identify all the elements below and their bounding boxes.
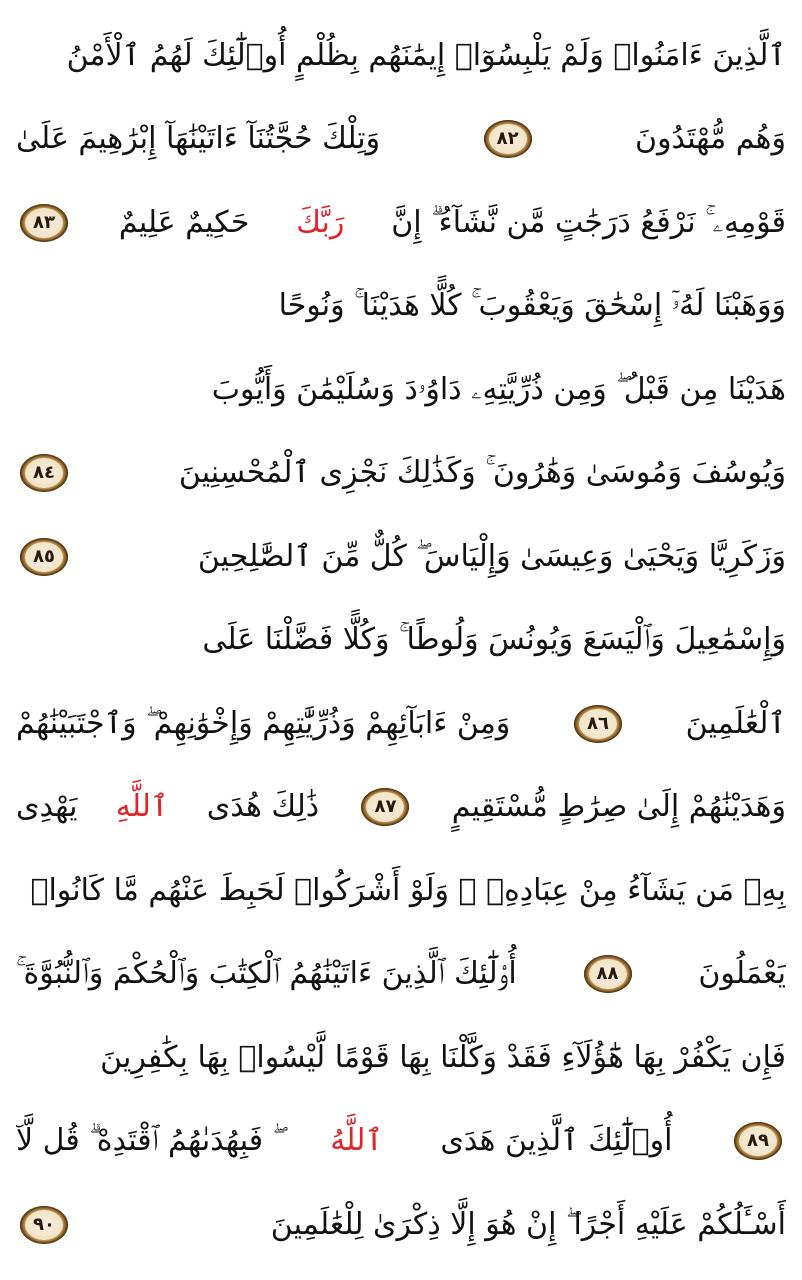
verse-number-marker (734, 1122, 782, 1160)
verse-text: وَتِلْكَ حُجَّتُنَآ ءَاتَيْنَٰهَآ إِبْرَٰهِيمَ عَلَىٰ (16, 121, 381, 157)
text-line (16, 98, 786, 182)
verse-text: ٱلْعَٰلَمِينَ (685, 705, 786, 741)
text-line (16, 265, 786, 349)
verse-text: وَهُم مُّهْتَدُونَ (634, 121, 786, 157)
text-line (16, 682, 786, 766)
verse-number: ٨٨ (596, 963, 619, 985)
verse-text: فَإِن يَكْفُرْ بِهَا هَٰٓؤُلَآءِ فَقَدْ وَكَّلْنَا بِهَا قَوْمًا لَّيْسُوا۟ بِهَا بِكَٰفِرِينَ (100, 1039, 786, 1075)
verse-text: وَهَدَيْنَٰهُمْ إِلَىٰ صِرَٰطٍ مُّسْتَقِيمٍ (451, 789, 786, 825)
verse-text: وَوَهَبْنَا لَهُۥٓ إِسْحَٰقَ وَيَعْقُوبَ ۚ كُلًّا هَدَيْنَا ۚ وَنُوحًا (278, 288, 786, 324)
verse-number-marker (574, 705, 622, 743)
text-line (16, 181, 786, 265)
verse-text: بِهِۦ مَن يَشَآءُ مِنْ عِبَادِهِۦ ۚ وَلَوْ أَشْرَكُوا۟ لَحَبِطَ عَنْهُم مَّا كَانُوا۟ (30, 872, 786, 908)
verse-number: ٨٥ (33, 545, 55, 567)
verse-lines (16, 14, 786, 1266)
verse-text: وَإِسْمَٰعِيلَ وَٱلْيَسَعَ وَيُونُسَ وَلُوطًا ۚ وَكُلًّا فَضَّلْنَا عَلَى (202, 622, 786, 658)
verse-text: هَدَيْنَا مِن قَبْلُ ۖ وَمِن ذُرِّيَّتِهِۦ دَاوُۥدَ وَسُلَيْمَٰنَ وَأَيُّوبَ (211, 371, 786, 407)
verse-number: ٨٢ (496, 128, 519, 150)
text-line (16, 348, 786, 432)
verse-text: أَسْـَٔلُكُمْ عَلَيْهِ أَجْرًا ۖ إِنْ هُوَ إِلَّا ذِكْرَىٰ لِلْعَٰلَمِينَ (270, 1206, 786, 1242)
text-line (16, 1100, 786, 1184)
verse-number-marker (20, 1206, 68, 1244)
text-line (16, 432, 786, 516)
divine-name-text: رَبَّكَ (296, 204, 345, 240)
text-line (16, 849, 786, 933)
text-line (16, 515, 786, 599)
verse-text: أُو۟لَٰٓئِكَ ٱلَّذِينَ ءَاتَيْنَٰهُمُ ٱلْكِتَٰبَ وَٱلْحُكْمَ وَٱلنُّبُوَّةَ ۚ (16, 956, 517, 992)
text-line (16, 933, 786, 1017)
verse-number-marker (20, 204, 68, 242)
verse-number: ٨٣ (33, 211, 55, 233)
verse-number: ٨٤ (33, 462, 55, 484)
text-line (16, 1016, 786, 1100)
verse-number: ٩٠ (33, 1213, 55, 1235)
verse-number-marker (20, 454, 68, 492)
verse-number-marker (20, 538, 68, 576)
text-line (16, 599, 786, 683)
verse-number: ٨٦ (586, 712, 609, 734)
verse-text: ذَٰلِكَ هُدَى (206, 789, 320, 825)
verse-number: ٨٧ (374, 796, 397, 818)
divine-name-text: ٱللَّهِ (115, 789, 169, 825)
text-line (16, 1183, 786, 1267)
verse-number-marker (361, 788, 409, 826)
verse-text: ۖ فَبِهُدَىٰهُمُ ٱقْتَدِهْ ۗ قُل لَّآ (16, 1123, 273, 1159)
text-line (16, 14, 786, 98)
verse-text: أُو۟لَٰٓئِكَ ٱلَّذِينَ هَدَى (440, 1123, 673, 1159)
verse-number-marker (584, 955, 632, 993)
verse-text: وَمِنْ ءَابَآئِهِمْ وَذُرِّيَّٰتِهِمْ وَإِخْوَٰنِهِمْ ۖ وَٱجْتَبَيْنَٰهُمْ (16, 705, 511, 741)
verse-number: ٨٩ (747, 1130, 769, 1152)
text-line (16, 766, 786, 850)
verse-text: ٱلَّذِينَ ءَامَنُوا۟ وَلَمْ يَلْبِسُوٓا۟ إِيمَٰنَهُم بِظُلْمٍ أُو۟لَٰٓئِكَ لَهُمُ ٱلْأَمْنُ (66, 37, 786, 73)
divine-name-text: ٱللَّهُ (330, 1123, 383, 1159)
verse-text: قَوْمِهِۦ ۚ نَرْفَعُ دَرَجَٰتٍ مَّن نَّشَآءُ ۗ إِنَّ (391, 204, 786, 240)
verse-text: حَكِيمٌ عَلِيمٌ (118, 204, 250, 240)
verse-text: يَعْمَلُونَ (698, 956, 786, 992)
verse-text: وَزَكَرِيَّا وَيَحْيَىٰ وَعِيسَىٰ وَإِلْيَاسَ ۖ كُلٌّ مِّنَ ٱلصَّٰلِحِينَ (197, 538, 786, 574)
verse-text: وَيُوسُفَ وَمُوسَىٰ وَهَٰرُونَ ۚ وَكَذَٰلِكَ نَجْزِى ٱلْمُحْسِنِينَ (178, 455, 786, 491)
verse-number-marker (484, 120, 532, 158)
verse-text: يَهْدِى (16, 789, 78, 825)
